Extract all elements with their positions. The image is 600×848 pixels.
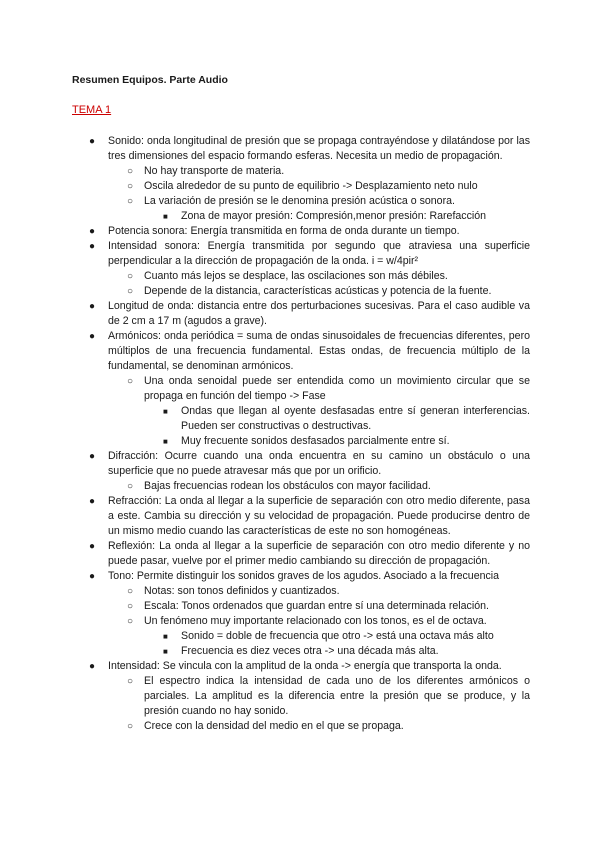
bullet-icon: ○ [127, 181, 134, 192]
list-item-text: Notas: son tonos definidos y cuantizados. [144, 585, 340, 597]
list-item [72, 539, 530, 569]
list-item-text: Una onda senoidal puede ser entendida como un movimiento circular que se propaga en función del tiempo -> Fase [144, 375, 530, 402]
list-item-text: Reflexión: La onda al llegar a la superficie de separación con otro medio diferente y no puede pasar, vuelve por el primer medio cambiando su dirección de propagación. [108, 540, 530, 567]
bullet-icon: ○ [127, 481, 134, 492]
list-item-text: Ondas que llegan al oyente desfasadas entre sí generan interferencias. Pueden ser constructivas o destructivas. [181, 405, 530, 432]
list-item-text: Bajas frecuencias rodean los obstáculos con mayor facilidad. [144, 480, 431, 492]
section-heading: TEMA 1 [72, 104, 112, 116]
list-item [72, 299, 530, 329]
list-item [72, 329, 530, 374]
list-item-text: Muy frecuente sonidos desfasados parcialmente entre sí. [181, 435, 450, 447]
list-item [72, 194, 530, 209]
bullet-icon: ○ [127, 586, 134, 597]
bullet-icon: ■ [163, 407, 168, 416]
bullet-icon: ● [89, 241, 96, 252]
list-item [72, 269, 530, 284]
bullet-icon: ● [89, 226, 96, 237]
bullet-icon: ○ [127, 721, 134, 732]
bullet-icon: ○ [127, 286, 134, 297]
document-title: Resumen Equipos. Parte Audio [72, 74, 228, 86]
list-item [72, 644, 530, 659]
list-item [72, 659, 530, 674]
list-item-text: Oscila alrededor de su punto de equilibrio -> Desplazamiento neto nulo [144, 180, 478, 192]
list-item-text: Difracción: Ocurre cuando una onda encuentra en su camino un obstáculo o una superficie que no puede atravesar más que por un orificio. [108, 450, 530, 477]
bullet-icon: ● [89, 496, 96, 507]
bullet-icon: ■ [163, 632, 168, 641]
list-item-text: Sonido = doble de frecuencia que otro -> está una octava más alto [181, 630, 494, 642]
bullet-icon: ■ [163, 212, 168, 221]
list-item [72, 209, 530, 224]
list-item-text: Longitud de onda: distancia entre dos perturbaciones sucesivas. Para el caso audible va de 2 cm a 17 m (agudos a grave). [108, 300, 530, 327]
bullet-icon: ● [89, 661, 96, 672]
bullet-icon: ■ [163, 647, 168, 656]
list-item-text: Cuanto más lejos se desplace, las oscilaciones son más débiles. [144, 270, 448, 282]
list-item-text: Zona de mayor presión: Compresión,menor presión: Rarefacción [181, 210, 487, 222]
list-item-text: Escala: Tonos ordenados que guardan entre sí una determinada relación. [144, 600, 489, 612]
list-item-text: Armónicos: onda periódica = suma de ondas sinusoidales de frecuencias diferentes, pero múltiplos de una frecuencia fundamental. Estas ondas, de frecuencia múltiplo de la fundamental, se denominan armónicos. [108, 330, 530, 372]
list-item-text: La variación de presión se le denomina presión acústica o sonora. [144, 195, 455, 207]
list-item [72, 134, 530, 164]
bullet-icon: ● [89, 136, 96, 147]
list-item [72, 569, 530, 584]
list-item-text: Un fenómeno muy importante relacionado con los tonos, es el de octava. [144, 615, 487, 627]
list-item-text: Tono: Permite distinguir los sonidos graves de los agudos. Asociado a la frecuencia [108, 570, 500, 582]
bullet-icon: ○ [127, 196, 134, 207]
list-item [72, 629, 530, 644]
list-item [72, 584, 530, 599]
list-item [72, 404, 530, 434]
list-item-text: No hay transporte de materia. [144, 165, 285, 177]
list-item-text: El espectro indica la intensidad de cada uno de los diferentes armónicos o parciales. La amplitud es la diferencia entre la presión que se produce, y la presión cuando no hay sonido. [144, 675, 530, 717]
list-item-text: Depende de la distancia, características acústicas y potencia de la fuente. [144, 285, 492, 297]
list-item [72, 224, 530, 239]
list-item [72, 239, 530, 269]
list-item [72, 374, 530, 404]
list-item [72, 449, 530, 479]
bullet-icon: ○ [127, 271, 134, 282]
bullet-icon: ● [89, 541, 96, 552]
list-item-text: Sonido: onda longitudinal de presión que se propaga contrayéndose y dilatándose por las tres dimensiones del espacio formando esferas. Necesita un medio de propagación. [108, 135, 530, 162]
list-item [72, 284, 530, 299]
list-item-text: Frecuencia es diez veces otra -> una década más alta. [181, 645, 439, 657]
list-item [72, 614, 530, 629]
bullet-icon: ○ [127, 601, 134, 612]
bullet-icon: ○ [127, 676, 134, 687]
list-item [72, 494, 530, 539]
bullet-icon: ● [89, 451, 96, 462]
bullet-icon: ● [89, 331, 96, 342]
list-item-text: Potencia sonora: Energía transmitida en forma de onda durante un tiempo. [108, 225, 460, 237]
bullet-icon: ○ [127, 166, 134, 177]
bullet-icon: ● [89, 301, 96, 312]
list-item [72, 479, 530, 494]
bullet-icon: ○ [127, 616, 134, 627]
bullet-icon: ● [89, 571, 96, 582]
list-item [72, 179, 530, 194]
list-item [72, 674, 530, 719]
list-item-text: Crece con la densidad del medio en el que se propaga. [144, 720, 404, 732]
list-item-text: Refracción: La onda al llegar a la superficie de separación con otro medio diferente, pasa a este. Cambia su dirección y su velocidad de propagación. Puede producirse dentro de un mismo medio cuando las características de este no son homogéneas. [108, 495, 530, 537]
bullet-list [72, 134, 530, 734]
list-item-text: Intensidad: Se vincula con la amplitud de la onda -> energía que transporta la onda. [108, 660, 502, 672]
list-item-text: Intensidad sonora: Energía transmitida por segundo que atraviesa una superficie perpendicular a la dirección de propagación de la onda. i = w/4pir² [108, 240, 530, 267]
bullet-icon: ■ [163, 437, 168, 446]
list-item [72, 164, 530, 179]
list-item [72, 599, 530, 614]
list-item [72, 719, 530, 734]
bullet-icon: ○ [127, 376, 134, 387]
list-item [72, 434, 530, 449]
